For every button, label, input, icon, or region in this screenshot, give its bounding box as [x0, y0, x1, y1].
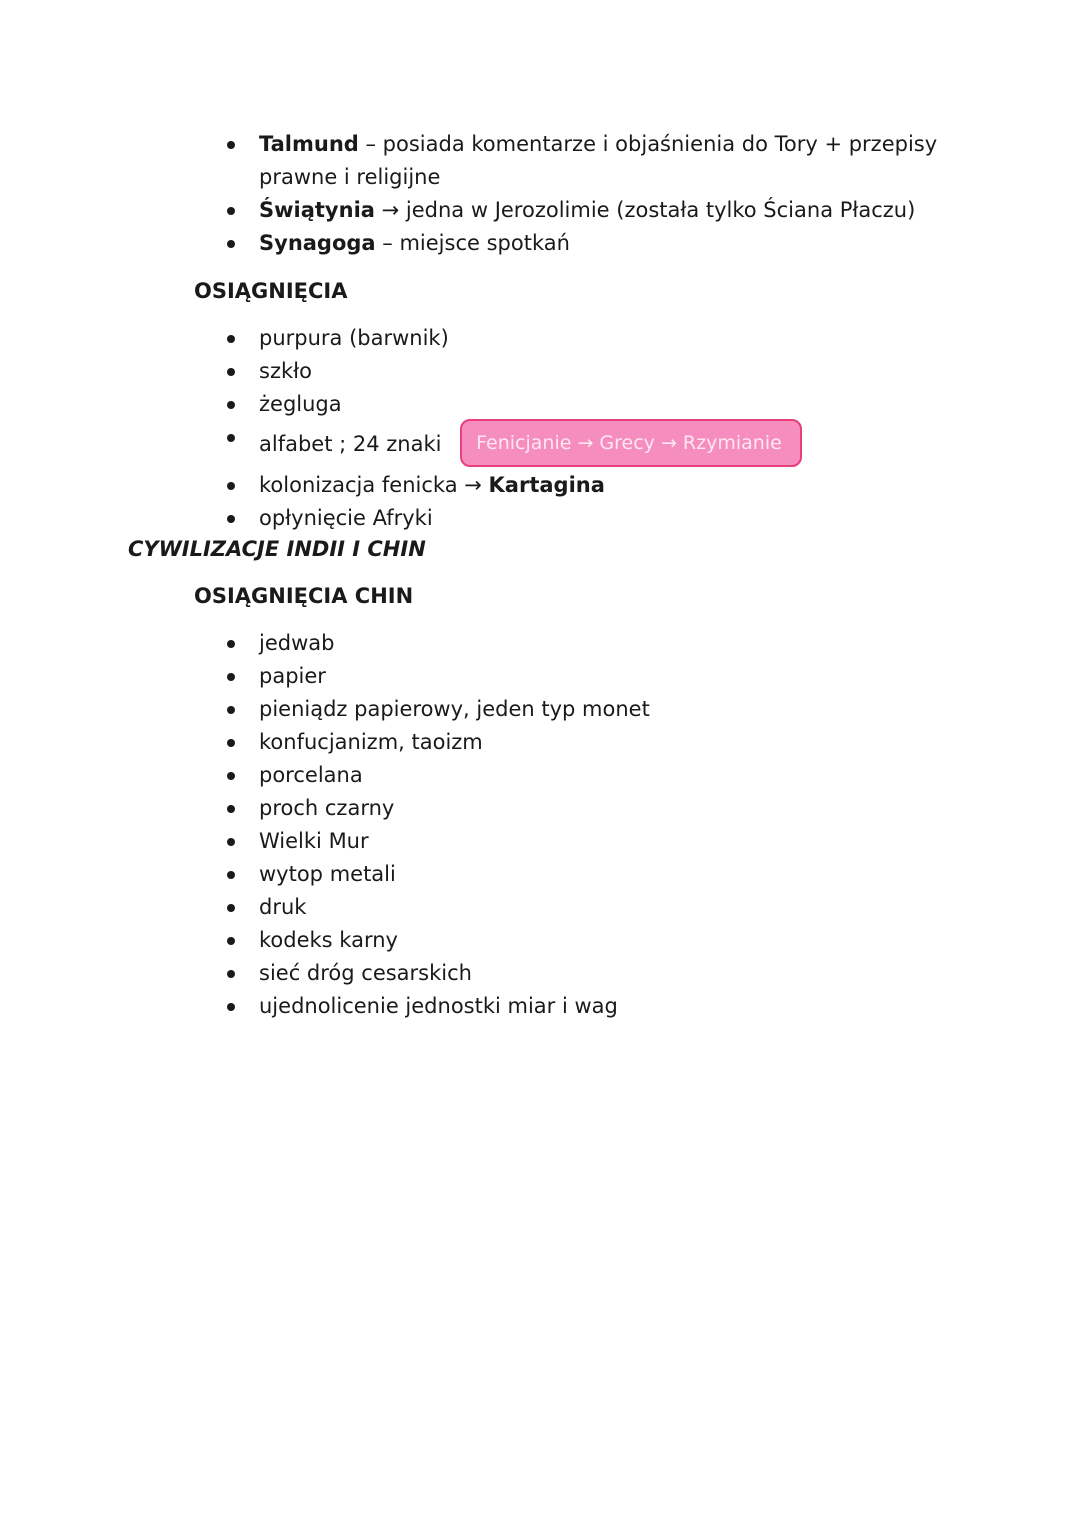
list-item [224, 990, 650, 1023]
achievement-text: szkło [259, 359, 312, 383]
china-item-text: Wielki Mur [259, 829, 369, 853]
list-item [224, 502, 802, 535]
list-item [224, 957, 650, 990]
bullet-icon [227, 401, 235, 409]
achievement-text: alfabet ; 24 znaki [259, 432, 442, 456]
bullet-icon [227, 805, 235, 813]
list-item [224, 924, 650, 957]
bullet-icon [227, 368, 235, 376]
separator: – [358, 132, 383, 156]
list-item [224, 693, 650, 726]
bullet-icon [227, 937, 235, 945]
bullet-icon [227, 434, 235, 442]
bullet-icon [227, 1003, 235, 1011]
list-item [224, 759, 650, 792]
china-item-text: proch czarny [259, 796, 395, 820]
bullet-icon [227, 515, 235, 523]
bullet-icon [227, 240, 235, 248]
carthage-label: Kartagina [488, 473, 605, 497]
china-achievements-heading: OSIĄGNIĘCIA CHIN [194, 584, 414, 608]
talmud-description-continued: prawne i religijne [259, 165, 441, 189]
bullet-icon [227, 838, 235, 846]
term-temple: Świątynia [259, 198, 375, 222]
list-item [224, 825, 650, 858]
term-talmud: Talmund [259, 132, 359, 156]
arrow-icon: → [374, 198, 406, 222]
bullet-icon [227, 141, 235, 149]
bullet-icon [227, 640, 235, 648]
china-item-text: konfucjanizm, taoizm [259, 730, 483, 754]
section-title: CYWILIZACJE INDII I CHIN [128, 537, 426, 561]
separator: – [375, 231, 400, 255]
list-item [224, 792, 650, 825]
list-item [224, 891, 650, 924]
arrow-icon: → [457, 473, 489, 497]
bullet-icon [227, 871, 235, 879]
china-item-text: pieniądz papierowy, jeden typ monet [259, 697, 650, 721]
bullet-icon [227, 673, 235, 681]
china-item-text: wytop metali [259, 862, 396, 886]
talmud-description: posiada komentarze i objaśnienia do Tory + przepisy [382, 132, 938, 156]
achievement-text: kolonizacja fenicka [259, 473, 458, 497]
bullet-icon [227, 739, 235, 747]
achievements-list [224, 322, 802, 535]
list-item [224, 421, 802, 469]
temple-description: jedna w Jerozolimie (została tylko Ściana Płaczu) [405, 198, 916, 222]
china-achievements-list [224, 627, 650, 1023]
achievements-heading: OSIĄGNIĘCIA [194, 279, 348, 303]
china-item-text: kodeks karny [259, 928, 398, 952]
list-item-talmud [224, 128, 937, 194]
list-item [224, 726, 650, 759]
list-item-temple [224, 194, 937, 227]
bullet-icon [227, 482, 235, 490]
list-item [224, 858, 650, 891]
china-item-text: porcelana [259, 763, 363, 787]
achievement-text: purpura (barwnik) [259, 326, 449, 350]
judaism-list [224, 128, 937, 260]
china-item-text: jedwab [259, 631, 335, 655]
bullet-icon [227, 904, 235, 912]
list-item [224, 660, 650, 693]
achievement-text: żegluga [259, 392, 342, 416]
china-item-text: druk [259, 895, 307, 919]
bullet-icon [227, 706, 235, 714]
china-item-text: papier [259, 664, 326, 688]
list-item-synagogue [224, 227, 937, 260]
term-synagogue: Synagoga [259, 231, 376, 255]
list-item [224, 388, 802, 421]
china-item-text: ujednolicenie jednostki miar i wag [259, 994, 618, 1018]
alphabet-note-highlight: Fenicjanie → Grecy → Rzymianie [460, 419, 802, 467]
bullet-icon [227, 207, 235, 215]
china-item-text: sieć dróg cesarskich [259, 961, 472, 985]
bullet-icon [227, 772, 235, 780]
list-item [224, 355, 802, 388]
list-item [224, 322, 802, 355]
list-item [224, 469, 802, 502]
bullet-icon [227, 970, 235, 978]
synagogue-description: miejsce spotkań [399, 231, 570, 255]
list-item [224, 627, 650, 660]
achievement-text: opłynięcie Afryki [259, 506, 433, 530]
bullet-icon [227, 335, 235, 343]
